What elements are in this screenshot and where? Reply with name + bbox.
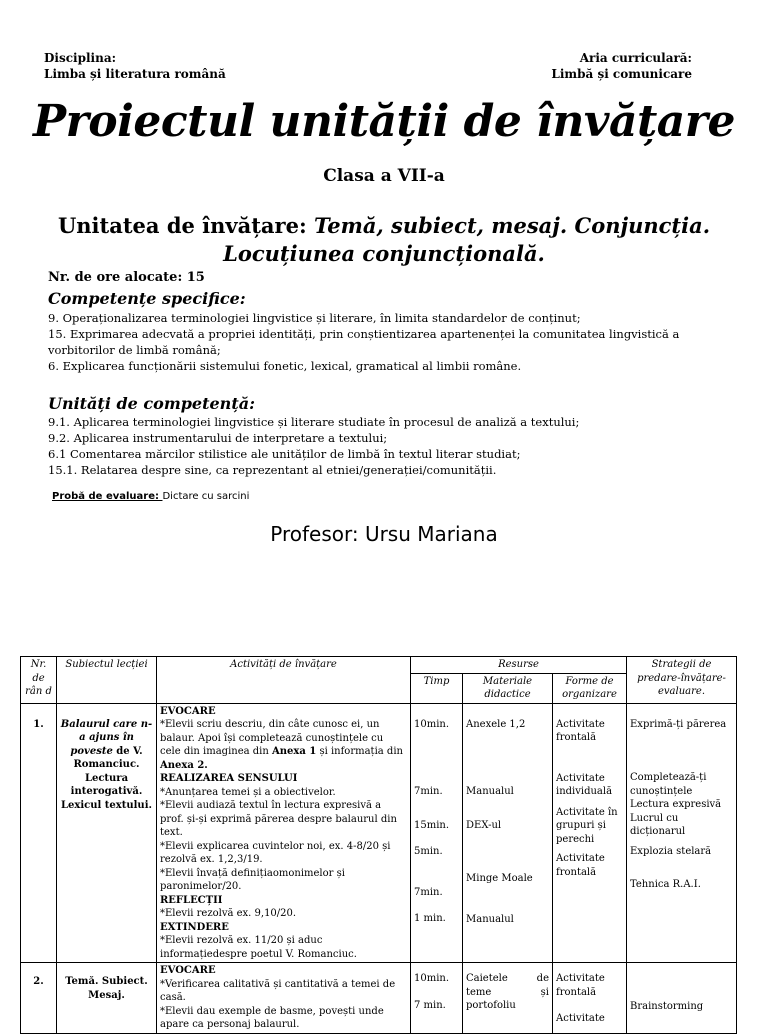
col-subject-header: Subiectul lecției bbox=[57, 657, 157, 704]
time-cell bbox=[411, 963, 463, 1034]
material-item: Anexele 1,2 bbox=[466, 718, 526, 730]
lesson-plan-table bbox=[20, 656, 737, 1034]
strategy-item: Exprimă-ți părerea bbox=[630, 718, 727, 730]
form-item: Activitate în grupuri și perechi bbox=[556, 806, 618, 845]
row-number: 1. bbox=[21, 703, 57, 963]
col-materials-header: Materiale didactice bbox=[463, 673, 553, 703]
competence-item: 15. Exprimarea adecvată a propriei identități, prin conștientizarea apartenenței la comunitatea lingvistică a bbox=[48, 327, 680, 341]
col-resources-header: Resurse bbox=[411, 657, 627, 674]
allocated-hours: Nr. de ore alocate: 15 bbox=[48, 270, 205, 285]
forms-cell bbox=[553, 963, 627, 1034]
table-header-row bbox=[21, 657, 737, 674]
unit-competence-item: 15.1. Relatarea despre sine, ca reprezentant al etniei/generației/comunității. bbox=[48, 463, 497, 477]
discipline-label: Disciplina: bbox=[44, 51, 117, 65]
col-strategies-header: Strategii de predare-învățare-evaluare. bbox=[627, 657, 737, 704]
lesson-subject-rest: de V. Romanciuc. Lectura interogativă. Lexicul textului. bbox=[61, 745, 152, 811]
table-row bbox=[21, 963, 737, 1034]
unit-competence-item: 6.1 Comentarea mărcilor stilistice ale unităților de limbă în textul literar studiat; bbox=[48, 447, 521, 461]
annex-ref: Anexa 1 bbox=[272, 746, 317, 757]
learning-unit-name-1: Temă, subiect, mesaj. Conjuncția. bbox=[314, 213, 711, 238]
activity-text: *Elevii audiază textul în lectura expresivă a prof. și-și exprimă părerea despre balaurul din text. bbox=[160, 800, 397, 838]
material-item: Manualul bbox=[466, 786, 514, 797]
form-item: Activitate frontală bbox=[556, 853, 605, 878]
learning-unit-heading bbox=[40, 212, 728, 268]
time-value: 10min. bbox=[414, 973, 450, 984]
activity-text bbox=[160, 718, 407, 772]
learning-activities bbox=[157, 963, 411, 1034]
stage-evocation: EVOCARE bbox=[160, 965, 216, 976]
form-item: Activitate frontală bbox=[556, 718, 605, 743]
annex-ref: Anexa 2. bbox=[160, 759, 208, 771]
time-value: 7min. bbox=[414, 786, 443, 797]
learning-unit-name-2: Locuțiunea conjuncțională. bbox=[223, 241, 545, 266]
unit-competences-list bbox=[48, 414, 738, 478]
strategy-item: Explozia stelară bbox=[630, 845, 712, 857]
competence-item: 6. Explicarea funcționării sistemului fonetic, lexical, gramatical al limbii române. bbox=[48, 359, 522, 373]
learning-activities bbox=[157, 703, 411, 963]
competence-item: vorbitorilor de limbă română; bbox=[48, 343, 221, 357]
unit-competences-title: Unități de competență: bbox=[48, 394, 255, 413]
stage-reflection: REFLECȚII bbox=[160, 894, 223, 906]
learning-unit-label: Unitatea de învățare: bbox=[57, 213, 315, 238]
activity-text: *Anunțarea temei și a obiectivelor. bbox=[160, 786, 336, 798]
form-item: Activitate frontală bbox=[556, 973, 605, 998]
competences-title: Competențe specifice: bbox=[48, 289, 246, 308]
table-row bbox=[21, 703, 737, 963]
time-value: 5min. bbox=[414, 846, 443, 857]
time-value: 7 min. bbox=[414, 999, 446, 1011]
curriculum-area-label: Aria curriculară: bbox=[579, 51, 692, 65]
activity-text-part: și informația din bbox=[316, 746, 403, 757]
time-value: 15min. bbox=[414, 819, 450, 831]
evaluation-label: Probă de evaluare: bbox=[52, 491, 163, 502]
row-number: 2. bbox=[21, 963, 57, 1034]
forms-cell bbox=[553, 703, 627, 963]
curriculum-area-block bbox=[551, 50, 692, 82]
document-title: Proiectul unității de învățare bbox=[33, 96, 735, 147]
strategies-cell bbox=[627, 703, 737, 963]
col-forms-header: Forme de organizare bbox=[553, 673, 627, 703]
activity-text: *Elevii rezolvă ex. 9,10/20. bbox=[160, 908, 297, 919]
competences-list bbox=[48, 310, 738, 374]
evaluation-line bbox=[52, 491, 249, 502]
stage-evocation: EVOCARE bbox=[160, 705, 216, 717]
evaluation-value: Dictare cu sarcini bbox=[162, 491, 250, 502]
activity-text-part: *Elevii scriu descriu, din câte cunosc ei, un balaur. Apoi își completează cunoștințele cu cele din imaginea din bbox=[160, 719, 384, 757]
stage-meaning: REALIZAREA SENSULUI bbox=[160, 773, 298, 784]
strategies-cell bbox=[627, 963, 737, 1034]
teacher-name: Profesor: Ursu Mariana bbox=[270, 522, 498, 546]
activity-text: *Elevii dau exemple de basme, povești unde apare ca personaj balaurul. bbox=[160, 1005, 384, 1030]
strategy-item: Brainstorming bbox=[630, 1001, 704, 1012]
discipline-block bbox=[44, 50, 226, 82]
col-time-header: Timp bbox=[411, 673, 463, 703]
activity-text: *Elevii rezolvă ex. 11/20 și aduc informațiedespre poetul V. Romanciuc. bbox=[160, 935, 357, 960]
material-item: DEX-ul bbox=[466, 819, 502, 831]
lesson-subject: Temă. Subiect. Mesaj. bbox=[57, 963, 157, 1034]
form-item: Activitate bbox=[556, 1013, 605, 1024]
activity-text: *Elevii învață definițiaomonimelor și paronimelor/20. bbox=[160, 867, 345, 892]
col-nr-header: Nr. de rân d bbox=[21, 657, 57, 704]
discipline-value: Limba și literatura română bbox=[44, 67, 226, 81]
col-activities-header: Activități de învățare bbox=[157, 657, 411, 704]
material-item: Manualul bbox=[466, 913, 514, 925]
time-cell bbox=[411, 703, 463, 963]
form-item: Activitate individuală bbox=[556, 772, 613, 797]
unit-competence-item: 9.2. Aplicarea instrumentarului de interpretare a textului; bbox=[48, 431, 388, 445]
time-value: 7min. bbox=[414, 886, 443, 898]
materials-cell bbox=[463, 703, 553, 963]
grade-label: Clasa a VII-a bbox=[323, 166, 445, 186]
material-item: Minge Moale bbox=[466, 873, 533, 884]
competence-item: 9. Operaționalizarea terminologiei lingvistice și literare, în limita standardelor de conținut; bbox=[48, 311, 581, 325]
time-value: 10min. bbox=[414, 718, 450, 730]
strategy-item: Lectura expresivă bbox=[630, 799, 722, 810]
lesson-subject-title: Balaurul care n-a ajuns în poveste bbox=[60, 718, 153, 757]
activity-text: *Verificarea calitativă și cantitativă a temei de casă. bbox=[160, 978, 396, 1003]
curriculum-area-value: Limbă și comunicare bbox=[551, 67, 692, 81]
strategy-item: Tehnica R.A.I. bbox=[630, 879, 701, 890]
strategy-item: Lucrul cu dicționarul bbox=[630, 812, 686, 837]
materials-cell: Caietele de teme și portofoliu bbox=[463, 963, 553, 1034]
strategy-item: Completează-ți cunoștințele bbox=[630, 772, 707, 797]
time-value: 1 min. bbox=[414, 913, 446, 924]
activity-text: *Elevii explicarea cuvintelor noi, ex. 4-8/20 și rezolvă ex. 1,2,3/19. bbox=[160, 840, 391, 865]
stage-extension: EXTINDERE bbox=[160, 921, 229, 933]
lesson-subject bbox=[57, 703, 157, 963]
unit-competence-item: 9.1. Aplicarea terminologiei lingvistice și literare studiate în procesul de analiză a textului; bbox=[48, 415, 580, 429]
